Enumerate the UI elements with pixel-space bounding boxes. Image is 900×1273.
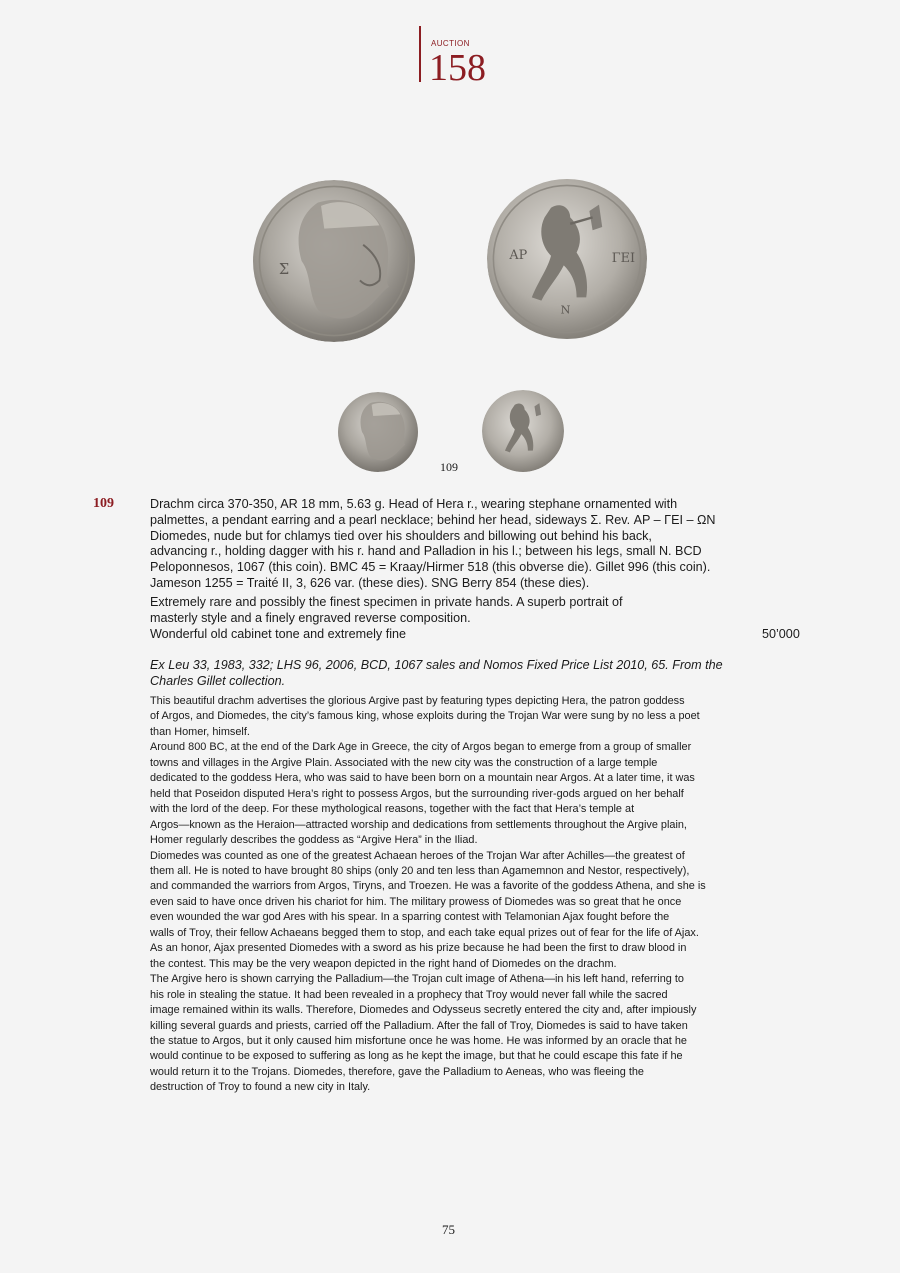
remark-line: Extremely rare and possibly the finest specimen in private hands. A superb portrait of xyxy=(150,595,623,609)
note-line: Argos—known as the Heraion—attracted worship and dedications from settlements throughout the Argive plain, xyxy=(150,818,687,831)
coin-obverse-large xyxy=(252,180,416,342)
auction-label: AUCTION xyxy=(431,39,470,48)
svg-text:Σ: Σ xyxy=(278,260,290,278)
coin-reverse-small xyxy=(482,390,564,472)
note-line: and commanded the warriors from Argos, Tiryns, and Troezen. He was a favorite of the goddess Athena, and she is xyxy=(150,880,706,893)
note-line: the contest. This may be the very weapon depicted in the right hand of Diomedes on the drachm. xyxy=(150,957,617,970)
description-line: palmettes, a pendant earring and a pearl necklace; behind her head, sideways Σ. Rev. ΑΡ – ΓΕΙ – ΩΝ xyxy=(150,512,716,527)
note-line: would continue to be exposed to suffering as long as he kept the image, but that he could escape this fate if he xyxy=(150,1050,683,1063)
lot-provenance xyxy=(150,658,790,690)
note-line: The Argive hero is shown carrying the Palladium—the Trojan cult image of Athena—in his left hand, referring to xyxy=(150,973,684,986)
masthead-rule xyxy=(419,26,421,82)
note-line: This beautiful drachm advertises the glorious Argive past by featuring types depicting Hera, the patron goddess xyxy=(150,695,685,707)
note-line: walls of Troy, their fellow Achaeans begged them to stop, and each take equal prizes out of fear for the life of Ajax. xyxy=(150,926,699,939)
note-line: destruction of Troy to found a new city in Italy. xyxy=(150,1081,371,1094)
note-line: Around 800 BC, at the end of the Dark Age in Greece, the city of Argos began to emerge from a group of smaller xyxy=(150,741,692,754)
provenance-line: Ex Leu 33, 1983, 332; LHS 96, 2006, BCD, 1067 sales and Nomos Fixed Price List 2010, 65. From the xyxy=(150,658,723,672)
auction-number: 158 xyxy=(429,47,486,89)
note-line: Diomedes was counted as one of the greatest Achaean heroes of the Trojan War after Achilles—the greatest of xyxy=(150,849,685,862)
coin-reverse-large xyxy=(487,176,647,342)
description-line: Drachm circa 370-350, AR 18 mm, 5.63 g. Head of Hera r., wearing stephane ornamented with xyxy=(150,497,678,511)
description-line: Peloponnesos, 1067 (this coin). BMC 45 = Kraay/Hirmer 518 (this obverse die). Gillet 996 (this coin). xyxy=(150,560,711,575)
note-line: with the lord of the deep. For these mythological reasons, together with the fact that Hera’s temple at xyxy=(150,803,635,816)
note-line: even said to have once driven his chariot for him. The military prowess of Diomedes was so great that he once xyxy=(150,895,682,908)
provenance-line: Charles Gillet collection. xyxy=(150,673,286,688)
note-line: would return it to the Trojans. Diomedes, therefore, gave the Palladium to Aeneas, who was fleeing the xyxy=(150,1065,644,1078)
lot-number: 109 xyxy=(93,496,114,511)
svg-text:ΓΕΙ: ΓΕΙ xyxy=(611,251,636,267)
note-line: killing several guards and priests, carried off the Palladium. After the fall of Troy, Diomedes is said to have taken xyxy=(150,1019,688,1032)
note-line: of Argos, and Diomedes, the city’s famous king, whose exploits during the Trojan War were sung by no less a poet xyxy=(150,710,700,723)
remark-line: masterly style and a finely engraved reverse composition. xyxy=(150,610,471,625)
svg-text:ΑΡ: ΑΡ xyxy=(509,248,528,263)
note-line: than Homer, himself. xyxy=(150,725,250,738)
svg-text:N: N xyxy=(560,303,571,317)
description-line: advancing r., holding dagger with his r. hand and Palladion in his l.; between his legs, small N. BCD xyxy=(150,544,702,559)
lot-notes xyxy=(150,694,815,1096)
note-line: the statue to Argos, but it only caused him misfortune once he was home. He was informed by an oracle that he xyxy=(150,1034,687,1047)
lot-description xyxy=(150,497,810,592)
note-line: towns and villages in the Argive Plain. Associated with the new city was the construction of a large temple xyxy=(150,756,658,769)
remark-line: Wonderful old cabinet tone and extremely fine xyxy=(150,626,406,641)
note-line: Homer regularly describes the goddess as “Argive Hera” in the Iliad. xyxy=(150,834,478,847)
note-line: his role in stealing the statue. It had been revealed in a prophecy that Troy would never fall while the sacred xyxy=(150,988,668,1001)
note-line: even wounded the war god Ares with his spear. In a sparring contest with Telamonian Ajax fought before the xyxy=(150,911,670,924)
page-number: 75 xyxy=(442,1222,455,1237)
description-line: Jameson 1255 = Traité II, 3, 626 var. (these dies). SNG Berry 854 (these dies). xyxy=(150,575,590,590)
note-line: image remained within its walls. Therefore, Diomedes and Odysseus secretly entered the city and, after impiously xyxy=(150,1004,697,1017)
lot-remark xyxy=(150,595,810,642)
plate-figure-number: 109 xyxy=(440,460,458,474)
note-line: As an honor, Ajax presented Diomedes with a sword as his prize because he had been the first to draw blood in xyxy=(150,942,687,955)
note-line: held that Poseidon disputed Hera’s right to possess Argos, but the surrounding river-gods argued on her behalf xyxy=(150,787,684,800)
auction-masthead xyxy=(419,26,539,89)
lot-estimate: 50’000 xyxy=(762,627,800,641)
coin-obverse-small xyxy=(337,392,419,472)
description-line: Diomedes, nude but for chlamys tied over his shoulders and billowing out behind his back, xyxy=(150,528,652,543)
note-line: dedicated to the goddess Hera, who was said to have been born on a mountain near Argos. At a later time, it was xyxy=(150,772,695,785)
note-line: them all. He is noted to have brought 80 ships (only 20 and ten less than Agamemnon and Nestor, respectively), xyxy=(150,864,690,877)
